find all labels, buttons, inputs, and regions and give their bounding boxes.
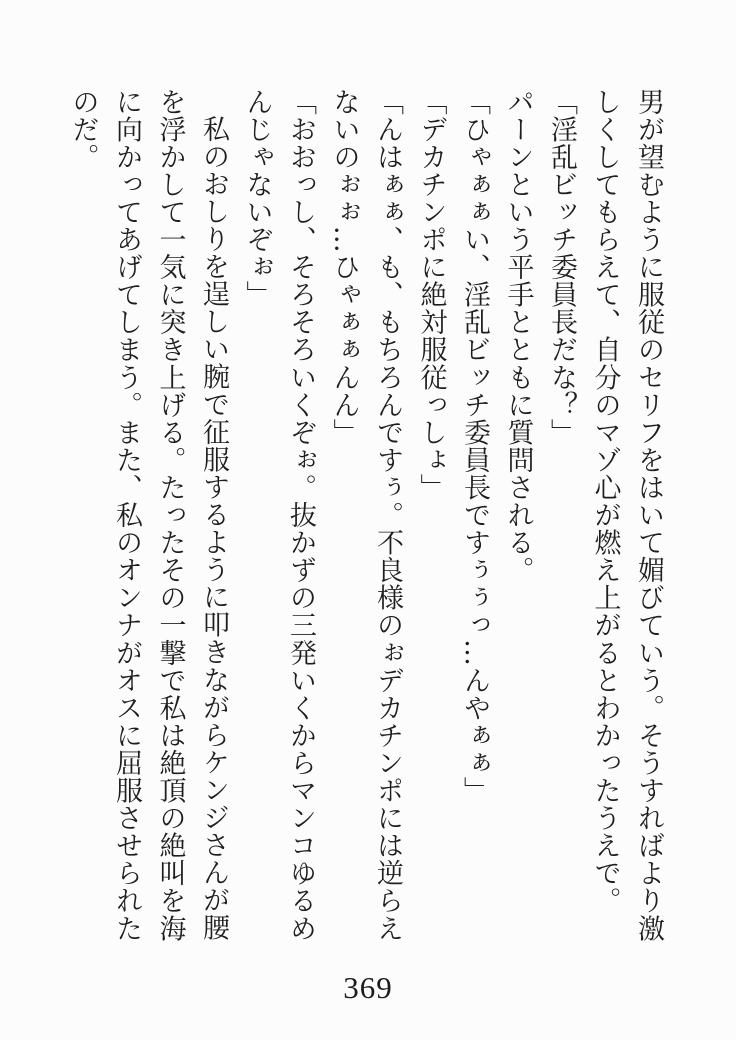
text-line: 「淫乱ビッチ委員長だな？」: [546, 88, 577, 447]
text-line: 「んはぁぁ、も、もちろんですぅ。不良様のぉデカチンポには逆らえ: [372, 88, 403, 943]
text-line: に向かってあげてしまう。また、私のオンナがオスに屈服させられた: [111, 88, 142, 943]
vertical-text-block: [61, 88, 670, 946]
text-line: しくしてもらえて、自分のマゾ心が燃え上がるとわかったうえで。: [589, 88, 621, 915]
text-line: 「ひゃぁぁい、淫乱ビッチ委員長ですぅぅっ…んやぁぁ」: [459, 88, 490, 805]
text-line: 「デカチンポに絶対服従っしょ」: [415, 88, 447, 502]
text-line: のだ。: [67, 88, 99, 171]
text-line: パーンという平手とともに質問される。: [502, 88, 534, 584]
text-line: を浮かして一気に突き上げる。たったその一撃で私は絶頂の絶叫を海: [154, 88, 186, 943]
text-line: 「おおっし、そろそろいくぞぉ。抜かずの三発いくからマンコゆるめ: [285, 88, 316, 943]
text-line: 男が望むように服従のセリフをはいて媚びていう。そうすればより激: [633, 88, 664, 943]
text-line: 私のおしりを逞しい腕で征服するように叩きながらケンジさんが腰: [198, 115, 229, 942]
text-line: んじゃないぞぉ」: [241, 88, 273, 309]
text-line: ないのぉぉ…ひゃぁぁんん」: [328, 88, 360, 447]
page-number: 369: [343, 970, 393, 1005]
